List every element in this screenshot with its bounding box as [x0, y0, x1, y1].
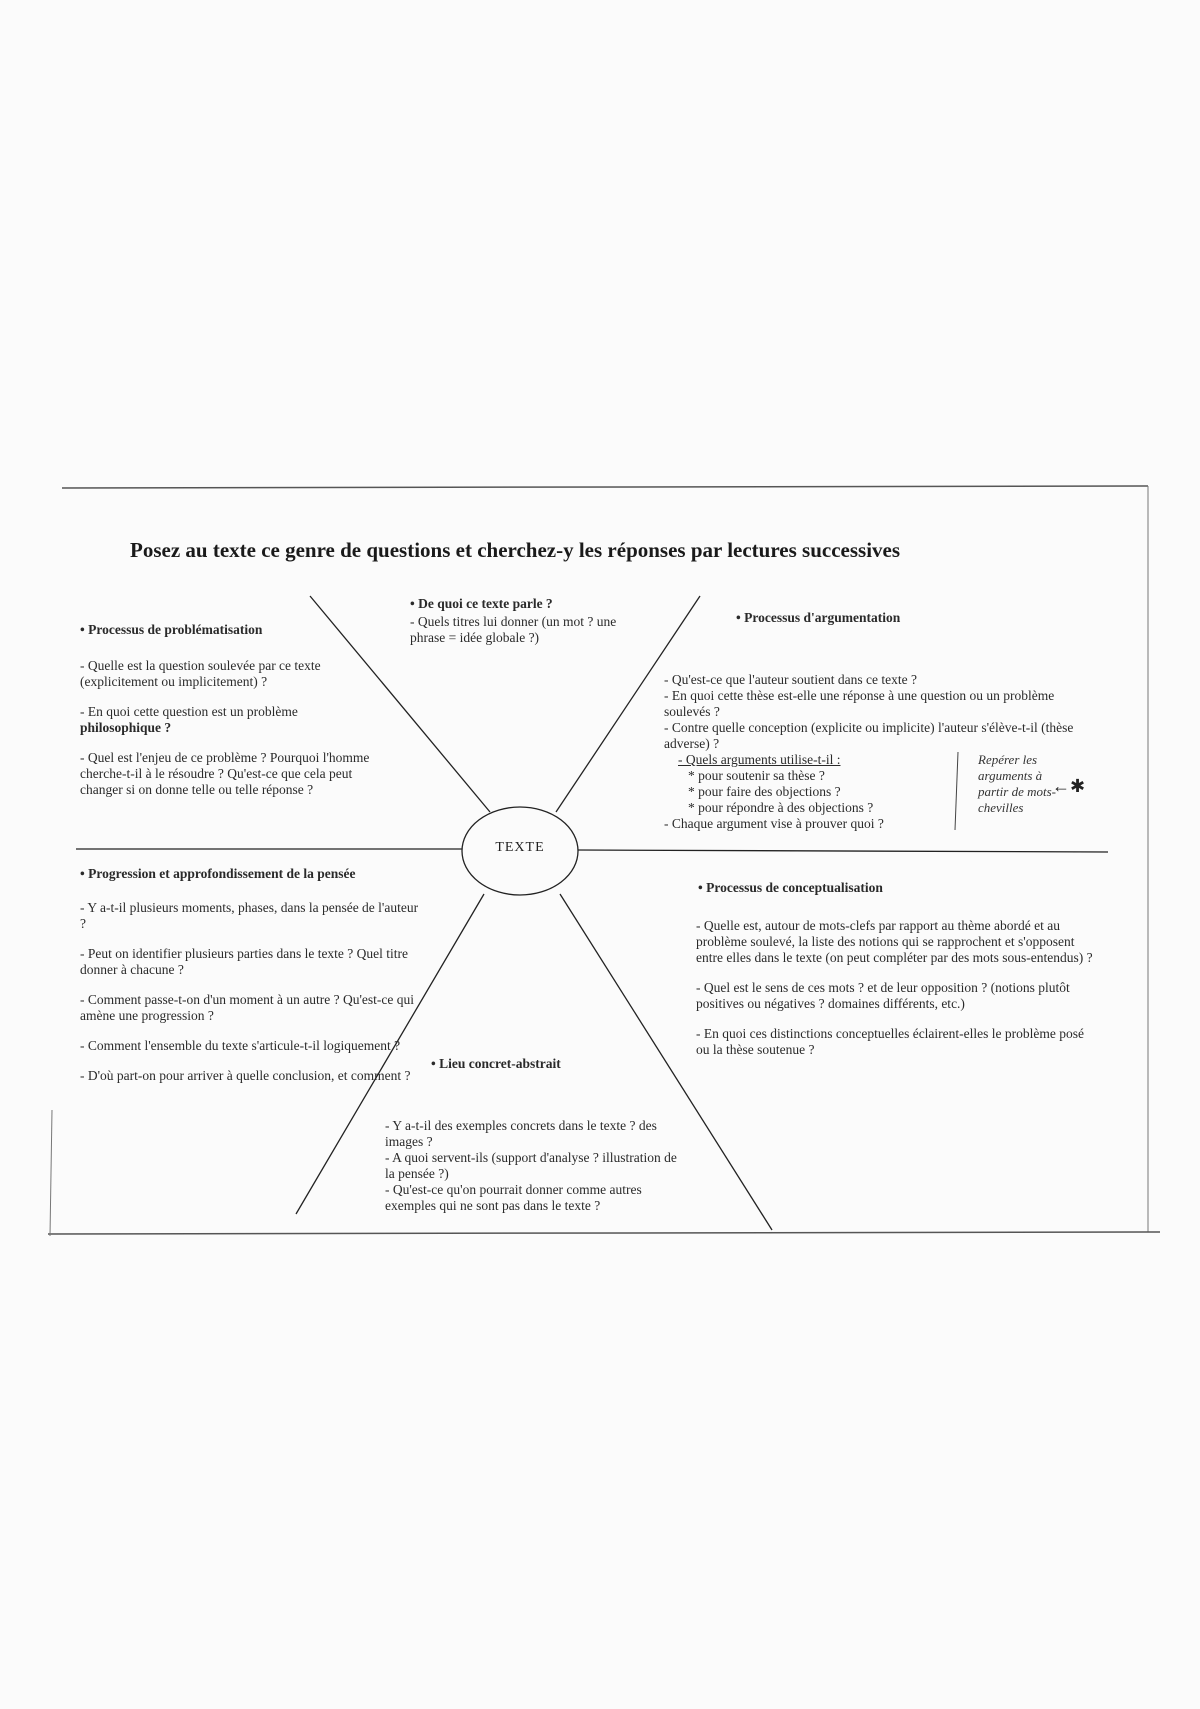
argumentation-q4-text: - Quels arguments utilise-t-il :	[678, 752, 841, 767]
progression-q3: - Comment passe-t-on d'un moment à un autre ? Qu'est-ce qui amène une progression ?	[80, 992, 415, 1023]
concret-section	[385, 1056, 685, 1214]
progression-q1: - Y a-t-il plusieurs moments, phases, dans la pensée de l'auteur ?	[80, 900, 419, 931]
frame-bottom-line	[48, 1232, 1160, 1234]
argumentation-q4b: * pour faire des objections ?	[688, 784, 841, 799]
problematisation-section	[80, 622, 390, 812]
theme-q1: - Quels titres lui donner (un mot ? une phrase = idée globale ?)	[410, 614, 617, 645]
axis-right-line	[578, 850, 1108, 852]
concret-heading: • Lieu concret-abstrait	[431, 1056, 561, 1071]
argumentation-q4a: * pour soutenir sa thèse ?	[688, 768, 825, 783]
argumentation-q3: - Contre quelle conception (explicite ou implicite) l'auteur s'élève-t-il (thèse adverse) ?	[664, 720, 1074, 751]
problematisation-q1: - Quelle est la question soulevée par ce texte (explicitement ou implicitement) ?	[80, 658, 321, 689]
problematisation-q2	[80, 704, 390, 736]
side-note-arrow-icon: ←✱	[1052, 776, 1086, 796]
progression-q4: - Comment l'ensemble du texte s'articule-t-il logiquement ?	[80, 1038, 401, 1053]
frame-left-line	[50, 1110, 52, 1236]
conceptualisation-q3: - En quoi ces distinctions conceptuelles éclairent-elles le problème posé ou la thèse soutenue ?	[696, 1026, 1084, 1057]
argumentation-q5: - Chaque argument vise à prouver quoi ?	[664, 816, 884, 831]
progression-heading: • Progression et approfondissement de la pensée	[80, 866, 356, 881]
page-title: Posez au texte ce genre de questions et cherchez-y les réponses par lectures successives	[130, 538, 901, 562]
progression-section	[80, 866, 420, 1098]
conceptualisation-heading: • Processus de conceptualisation	[698, 880, 883, 895]
problematisation-q2-emph: philosophique ?	[80, 720, 172, 735]
conceptualisation-q1: - Quelle est, autour de mots-clefs par rapport au thème abordé et au problème soulevé, la liste des notions qui se rapprochent et s'opposent entre elles dans le texte (on peut compléter par des mots sous-entendus) ?	[696, 918, 1093, 965]
frame-top-line	[62, 486, 1148, 488]
concret-q1: - Y a-t-il des exemples concrets dans le texte ? des images ?	[385, 1118, 657, 1149]
problematisation-heading: • Processus de problématisation	[80, 622, 263, 637]
progression-q5: - D'où part-on pour arriver à quelle conclusion, et comment ?	[80, 1068, 411, 1083]
argumentation-side-note: Repérer les arguments à partir de mots-chevilles	[978, 752, 1056, 815]
problematisation-q2-text: - En quoi cette question est un problème	[80, 704, 298, 719]
concret-q3: - Qu'est-ce qu'on pourrait donner comme autres exemples qui ne sont pas dans le texte ?	[385, 1182, 642, 1213]
conceptualisation-q2: - Quel est le sens de ces mots ? et de leur opposition ? (notions plutôt positives ou négatives ? domaines différents, etc.)	[696, 980, 1070, 1011]
argumentation-heading: • Processus d'argumentation	[736, 610, 901, 625]
argumentation-q2: - En quoi cette thèse est-elle une réponse à une question ou un problème soulevés ?	[664, 688, 1055, 719]
progression-q2: - Peut on identifier plusieurs parties dans le texte ? Quel titre donner à chacune ?	[80, 946, 409, 977]
conceptualisation-section	[696, 880, 1096, 1072]
concret-q2: - A quoi servent-ils (support d'analyse ? illustration de la pensée ?)	[385, 1150, 677, 1181]
theme-section	[410, 596, 650, 660]
center-label: TEXTE	[495, 840, 545, 855]
argumentation-q1: - Qu'est-ce que l'auteur soutient dans ce texte ?	[664, 672, 918, 687]
argumentation-q4c: * pour répondre à des objections ?	[688, 800, 874, 815]
problematisation-q3: - Quel est l'enjeu de ce problème ? Pourquoi l'homme cherche-t-il à le résoudre ? Qu'est-ce que cela peut changer si on donne telle ou telle réponse ?	[80, 750, 370, 797]
theme-heading: • De quoi ce texte parle ?	[410, 596, 553, 611]
